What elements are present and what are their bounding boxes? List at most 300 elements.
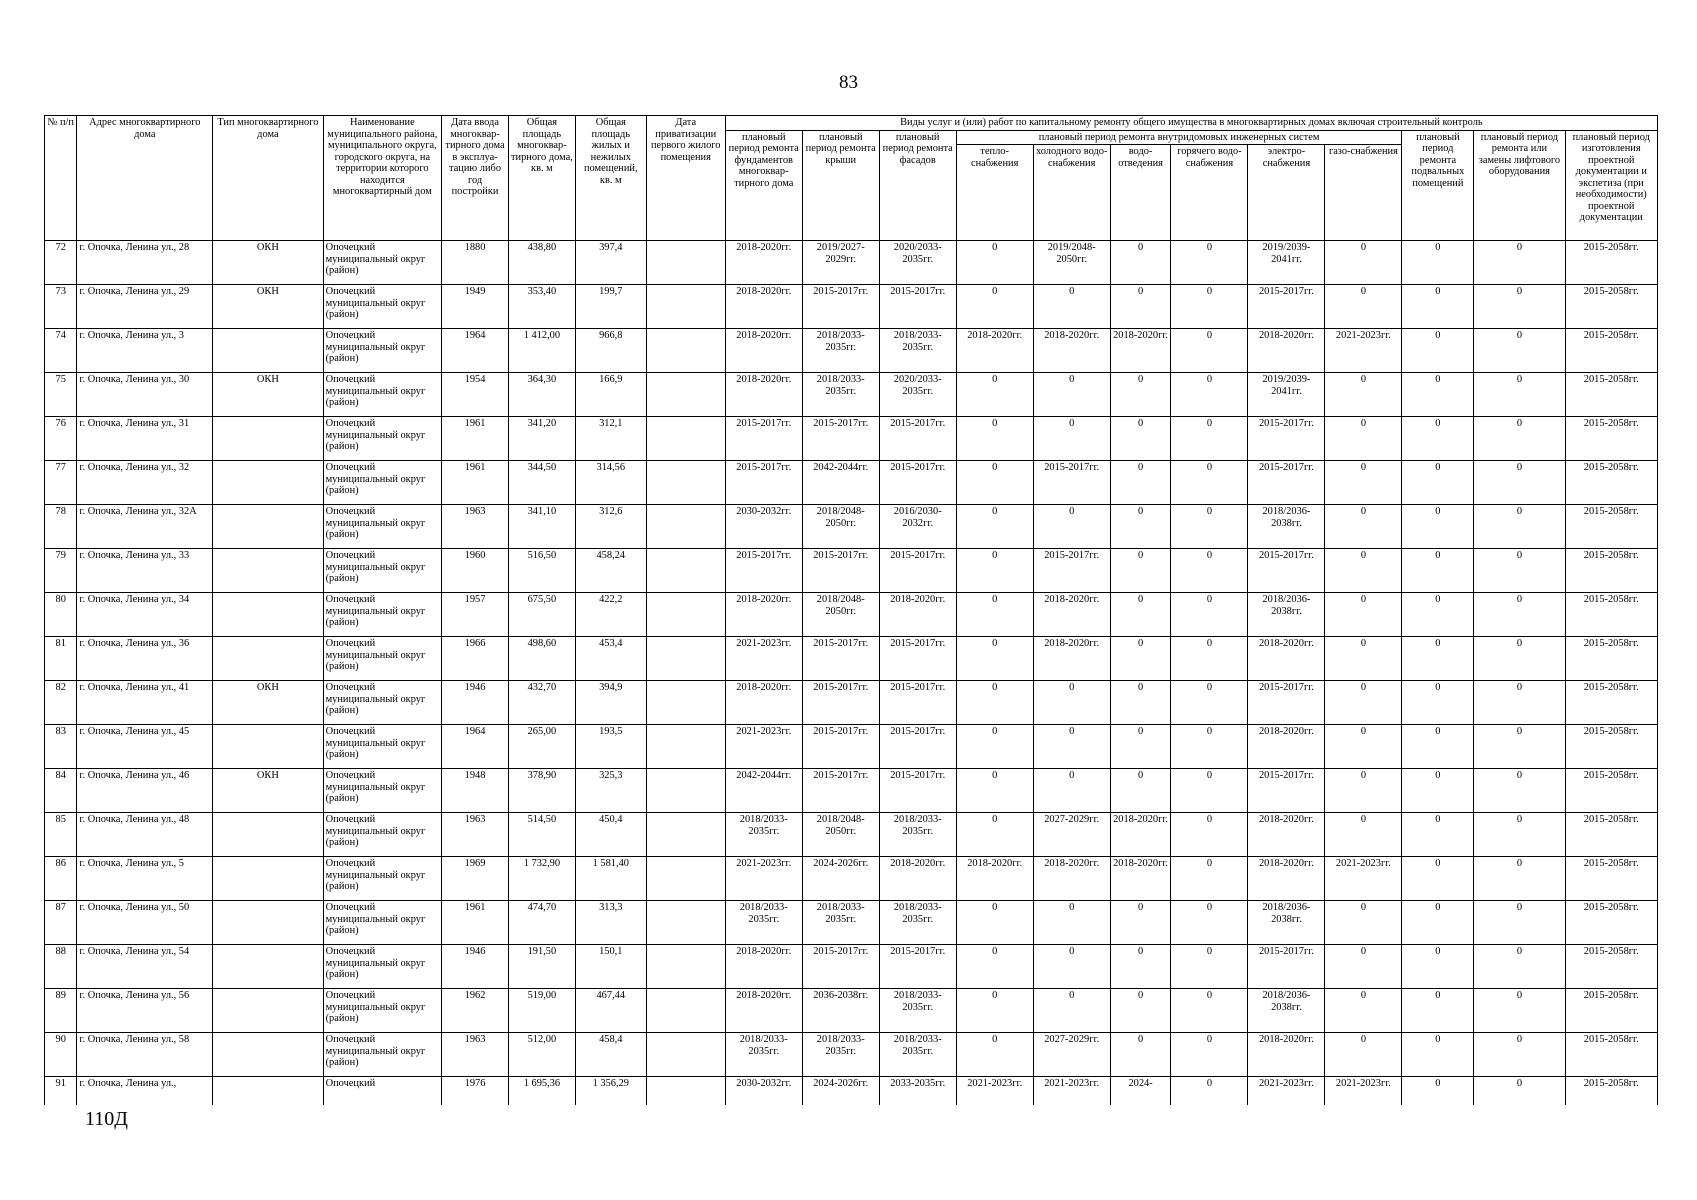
type-cell (213, 857, 323, 901)
year-cell: 1880 (442, 241, 509, 285)
elevator-period-cell: 0 (1474, 813, 1565, 857)
roof-period-cell: 2036-2038гг. (802, 989, 879, 1033)
basement-period-cell: 0 (1402, 1077, 1474, 1106)
foundation-period-cell: 2018/2033-2035гг. (725, 813, 802, 857)
year-cell: 1948 (442, 769, 509, 813)
privatization-date-cell (646, 989, 725, 1033)
cold-water-period-cell: 0 (1033, 769, 1110, 813)
municipality-cell: Опочецкий муниципальный округ (район) (323, 945, 442, 989)
design-docs-period-cell: 2015-2058гг. (1565, 945, 1658, 989)
heat-period-cell: 2018-2020гг. (956, 329, 1033, 373)
address-cell: г. Опочка, Ленина ул., 30 (77, 373, 213, 417)
table-row (45, 285, 1658, 329)
roof-period-cell: 2018/2048-2050гг. (802, 813, 879, 857)
privatization-date-cell (646, 329, 725, 373)
house-area-cell: 341,20 (508, 417, 575, 461)
municipality-cell: Опочецкий муниципальный округ (район) (323, 241, 442, 285)
gas-period-cell: 0 (1325, 549, 1402, 593)
basement-period-cell: 0 (1402, 813, 1474, 857)
heat-period-cell: 0 (956, 241, 1033, 285)
row-number: 91 (45, 1077, 77, 1106)
sewer-period-cell: 0 (1110, 769, 1171, 813)
type-cell (213, 417, 323, 461)
gas-period-cell: 0 (1325, 241, 1402, 285)
facade-period-cell: 2018/2033-2035гг. (879, 329, 956, 373)
table-row (45, 725, 1658, 769)
elevator-period-cell: 0 (1474, 241, 1565, 285)
year-cell: 1961 (442, 417, 509, 461)
table-row (45, 681, 1658, 725)
municipality-cell: Опочецкий муниципальный округ (район) (323, 725, 442, 769)
facade-period-cell: 2015-2017гг. (879, 417, 956, 461)
privatization-date-cell (646, 901, 725, 945)
house-area-cell: 514,50 (508, 813, 575, 857)
design-docs-period-cell: 2015-2058гг. (1565, 901, 1658, 945)
type-cell (213, 901, 323, 945)
house-area-cell: 675,50 (508, 593, 575, 637)
elevator-period-cell: 0 (1474, 945, 1565, 989)
sewer-period-cell: 0 (1110, 901, 1171, 945)
foundation-period-cell: 2018-2020гг. (725, 593, 802, 637)
privatization-date-cell (646, 857, 725, 901)
foundation-period-cell: 2018-2020гг. (725, 945, 802, 989)
municipality-cell: Опочецкий муниципальный округ (район) (323, 989, 442, 1033)
electric-period-cell: 2018-2020гг. (1248, 857, 1325, 901)
design-docs-period-cell: 2015-2058гг. (1565, 417, 1658, 461)
cold-water-period-cell: 2027-2029гг. (1033, 813, 1110, 857)
foundation-period-cell: 2030-2032гг. (725, 505, 802, 549)
gas-period-cell: 0 (1325, 681, 1402, 725)
foundation-period-cell: 2018-2020гг. (725, 681, 802, 725)
design-docs-period-cell: 2015-2058гг. (1565, 461, 1658, 505)
sewer-period-cell: 0 (1110, 549, 1171, 593)
address-cell: г. Опочка, Ленина ул., 34 (77, 593, 213, 637)
facade-period-cell: 2018/2033-2035гг. (879, 1033, 956, 1077)
municipality-cell: Опочецкий муниципальный округ (район) (323, 813, 442, 857)
privatization-date-cell (646, 725, 725, 769)
address-cell: г. Опочка, Ленина ул., 56 (77, 989, 213, 1033)
address-cell: г. Опочка, Ленина ул., 3 (77, 329, 213, 373)
design-docs-period-cell: 2015-2058гг. (1565, 373, 1658, 417)
header-type: Тип многоквартирного дома (213, 116, 323, 241)
address-cell: г. Опочка, Ленина ул., 41 (77, 681, 213, 725)
design-docs-period-cell: 2015-2058гг. (1565, 681, 1658, 725)
table-row (45, 813, 1658, 857)
gas-period-cell: 0 (1325, 285, 1402, 329)
gas-period-cell: 0 (1325, 505, 1402, 549)
roof-period-cell: 2015-2017гг. (802, 417, 879, 461)
header-date-commission: Дата ввода многоквар-тирного дома в эксплуа-тацию либо год постройки (442, 116, 509, 241)
basement-period-cell: 0 (1402, 373, 1474, 417)
heat-period-cell: 0 (956, 505, 1033, 549)
elevator-period-cell: 0 (1474, 505, 1565, 549)
electric-period-cell: 2018-2020гг. (1248, 329, 1325, 373)
house-area-cell: 1 412,00 (508, 329, 575, 373)
premises-area-cell: 422,2 (575, 593, 646, 637)
repair-schedule-table-wrapper (44, 115, 1658, 1105)
facade-period-cell: 2018-2020гг. (879, 857, 956, 901)
gas-period-cell: 0 (1325, 461, 1402, 505)
header-address: Адрес многоквартирного дома (77, 116, 213, 241)
facade-period-cell: 2015-2017гг. (879, 725, 956, 769)
type-cell (213, 1077, 323, 1106)
roof-period-cell: 2024-2026гг. (802, 857, 879, 901)
facade-period-cell: 2016/2030-2032гг. (879, 505, 956, 549)
roof-period-cell: 2018/2033-2035гг. (802, 329, 879, 373)
hot-water-period-cell: 0 (1171, 989, 1248, 1033)
year-cell: 1963 (442, 505, 509, 549)
privatization-date-cell (646, 1033, 725, 1077)
cold-water-period-cell: 0 (1033, 901, 1110, 945)
premises-area-cell: 397,4 (575, 241, 646, 285)
basement-period-cell: 0 (1402, 461, 1474, 505)
cold-water-period-cell: 0 (1033, 989, 1110, 1033)
privatization-date-cell (646, 769, 725, 813)
basement-period-cell: 0 (1402, 593, 1474, 637)
electric-period-cell: 2018-2020гг. (1248, 637, 1325, 681)
elevator-period-cell: 0 (1474, 373, 1565, 417)
header-municipality: Наименование муниципального района, муниципального округа, городского округа, на территории которого находится многоквартирный дом (323, 116, 442, 241)
electric-period-cell: 2018-2020гг. (1248, 725, 1325, 769)
heat-period-cell: 0 (956, 813, 1033, 857)
header-cold-water: холодного водо-снабжения (1033, 145, 1110, 241)
year-cell: 1960 (442, 549, 509, 593)
row-number: 73 (45, 285, 77, 329)
type-cell (213, 461, 323, 505)
electric-period-cell: 2015-2017гг. (1248, 461, 1325, 505)
hot-water-period-cell: 0 (1171, 813, 1248, 857)
type-cell (213, 1033, 323, 1077)
year-cell: 1961 (442, 461, 509, 505)
address-cell: г. Опочка, Ленина ул., 54 (77, 945, 213, 989)
sewer-period-cell: 0 (1110, 505, 1171, 549)
row-number: 87 (45, 901, 77, 945)
table-row (45, 901, 1658, 945)
hot-water-period-cell: 0 (1171, 901, 1248, 945)
year-cell: 1964 (442, 725, 509, 769)
facade-period-cell: 2015-2017гг. (879, 945, 956, 989)
row-number: 90 (45, 1033, 77, 1077)
cold-water-period-cell: 2015-2017гг. (1033, 549, 1110, 593)
electric-period-cell: 2015-2017гг. (1248, 285, 1325, 329)
elevator-period-cell: 0 (1474, 1033, 1565, 1077)
row-number: 79 (45, 549, 77, 593)
address-cell: г. Опочка, Ленина ул., 45 (77, 725, 213, 769)
hot-water-period-cell: 0 (1171, 681, 1248, 725)
header-roof: плановый период ремонта крыши (802, 130, 879, 241)
premises-area-cell: 199,7 (575, 285, 646, 329)
facade-period-cell: 2015-2017гг. (879, 461, 956, 505)
address-cell: г. Опочка, Ленина ул., 29 (77, 285, 213, 329)
basement-period-cell: 0 (1402, 725, 1474, 769)
table-row (45, 373, 1658, 417)
page-number: 83 (839, 72, 858, 93)
type-cell: ОКН (213, 373, 323, 417)
design-docs-period-cell: 2015-2058гг. (1565, 329, 1658, 373)
heat-period-cell: 0 (956, 989, 1033, 1033)
foundation-period-cell: 2018-2020гг. (725, 285, 802, 329)
foundation-period-cell: 2018-2020гг. (725, 329, 802, 373)
basement-period-cell: 0 (1402, 637, 1474, 681)
roof-period-cell: 2015-2017гг. (802, 945, 879, 989)
municipality-cell: Опочецкий муниципальный округ (район) (323, 461, 442, 505)
foundation-period-cell: 2015-2017гг. (725, 461, 802, 505)
header-facade: плановый период ремонта фасадов (879, 130, 956, 241)
row-number: 85 (45, 813, 77, 857)
row-number: 75 (45, 373, 77, 417)
heat-period-cell: 0 (956, 681, 1033, 725)
facade-period-cell: 2015-2017гг. (879, 637, 956, 681)
table-row (45, 593, 1658, 637)
table-row (45, 461, 1658, 505)
privatization-date-cell (646, 637, 725, 681)
facade-period-cell: 2015-2017гг. (879, 769, 956, 813)
basement-period-cell: 0 (1402, 901, 1474, 945)
design-docs-period-cell: 2015-2058гг. (1565, 637, 1658, 681)
header-hot-water: горячего водо-снабжения (1171, 145, 1248, 241)
gas-period-cell: 2021-2023гг. (1325, 1077, 1402, 1106)
municipality-cell: Опочецкий муниципальный округ (район) (323, 857, 442, 901)
gas-period-cell: 0 (1325, 901, 1402, 945)
heat-period-cell: 0 (956, 1033, 1033, 1077)
sewer-period-cell: 2024- (1110, 1077, 1171, 1106)
row-number: 78 (45, 505, 77, 549)
cold-water-period-cell: 0 (1033, 285, 1110, 329)
foundation-period-cell: 2018-2020гг. (725, 241, 802, 285)
row-number: 88 (45, 945, 77, 989)
sewer-period-cell: 0 (1110, 417, 1171, 461)
footer-code: 110Д (85, 1108, 128, 1130)
cold-water-period-cell: 2027-2029гг. (1033, 1033, 1110, 1077)
privatization-date-cell (646, 549, 725, 593)
premises-area-cell: 166,9 (575, 373, 646, 417)
gas-period-cell: 0 (1325, 373, 1402, 417)
foundation-period-cell: 2018-2020гг. (725, 373, 802, 417)
type-cell (213, 725, 323, 769)
hot-water-period-cell: 0 (1171, 593, 1248, 637)
year-cell: 1963 (442, 813, 509, 857)
year-cell: 1946 (442, 681, 509, 725)
header-total-area-house: Общая площадь многоквар-тирного дома, кв. м (508, 116, 575, 241)
privatization-date-cell (646, 373, 725, 417)
design-docs-period-cell: 2015-2058гг. (1565, 241, 1658, 285)
municipality-cell: Опочецкий муниципальный округ (район) (323, 417, 442, 461)
table-row (45, 1077, 1658, 1106)
sewer-period-cell: 0 (1110, 945, 1171, 989)
basement-period-cell: 0 (1402, 681, 1474, 725)
row-number: 76 (45, 417, 77, 461)
elevator-period-cell: 0 (1474, 901, 1565, 945)
electric-period-cell: 2019/2039-2041гг. (1248, 241, 1325, 285)
house-area-cell: 191,50 (508, 945, 575, 989)
basement-period-cell: 0 (1402, 241, 1474, 285)
cold-water-period-cell: 0 (1033, 945, 1110, 989)
electric-period-cell: 2018-2020гг. (1248, 1033, 1325, 1077)
cold-water-period-cell: 2018-2020гг. (1033, 857, 1110, 901)
heat-period-cell: 0 (956, 549, 1033, 593)
address-cell: г. Опочка, Ленина ул., 32А (77, 505, 213, 549)
roof-period-cell: 2018/2048-2050гг. (802, 593, 879, 637)
address-cell: г. Опочка, Ленина ул., 32 (77, 461, 213, 505)
gas-period-cell: 0 (1325, 417, 1402, 461)
hot-water-period-cell: 0 (1171, 945, 1248, 989)
elevator-period-cell: 0 (1474, 593, 1565, 637)
hot-water-period-cell: 0 (1171, 857, 1248, 901)
sewer-period-cell: 2018-2020гг. (1110, 857, 1171, 901)
hot-water-period-cell: 0 (1171, 505, 1248, 549)
year-cell: 1969 (442, 857, 509, 901)
electric-period-cell: 2018/2036-2038гг. (1248, 901, 1325, 945)
heat-period-cell: 0 (956, 417, 1033, 461)
header-sewer: водо-отведения (1110, 145, 1171, 241)
cold-water-period-cell: 2021-2023гг. (1033, 1077, 1110, 1106)
heat-period-cell: 0 (956, 285, 1033, 329)
address-cell: г. Опочка, Ленина ул., 36 (77, 637, 213, 681)
design-docs-period-cell: 2015-2058гг. (1565, 725, 1658, 769)
municipality-cell: Опочецкий муниципальный округ (район) (323, 285, 442, 329)
facade-period-cell: 2020/2033-2035гг. (879, 241, 956, 285)
type-cell (213, 505, 323, 549)
foundation-period-cell: 2021-2023гг. (725, 725, 802, 769)
premises-area-cell: 325,3 (575, 769, 646, 813)
premises-area-cell: 966,8 (575, 329, 646, 373)
basement-period-cell: 0 (1402, 1033, 1474, 1077)
sewer-period-cell: 0 (1110, 637, 1171, 681)
premises-area-cell: 1 356,29 (575, 1077, 646, 1106)
premises-area-cell: 1 581,40 (575, 857, 646, 901)
foundation-period-cell: 2021-2023гг. (725, 857, 802, 901)
privatization-date-cell (646, 593, 725, 637)
roof-period-cell: 2015-2017гг. (802, 769, 879, 813)
municipality-cell: Опочецкий (323, 1077, 442, 1106)
electric-period-cell: 2015-2017гг. (1248, 945, 1325, 989)
house-area-cell: 1 695,36 (508, 1077, 575, 1106)
table-row (45, 769, 1658, 813)
type-cell (213, 813, 323, 857)
design-docs-period-cell: 2015-2058гг. (1565, 593, 1658, 637)
year-cell: 1961 (442, 901, 509, 945)
hot-water-period-cell: 0 (1171, 1033, 1248, 1077)
design-docs-period-cell: 2015-2058гг. (1565, 285, 1658, 329)
hot-water-period-cell: 0 (1171, 329, 1248, 373)
municipality-cell: Опочецкий муниципальный округ (район) (323, 329, 442, 373)
house-area-cell: 516,50 (508, 549, 575, 593)
header-design-docs: плановый период изготовления проектной документации и экспетиза (при необходимости) проектной документации (1565, 130, 1658, 241)
gas-period-cell: 2021-2023гг. (1325, 857, 1402, 901)
privatization-date-cell (646, 417, 725, 461)
year-cell: 1957 (442, 593, 509, 637)
hot-water-period-cell: 0 (1171, 241, 1248, 285)
heat-period-cell: 0 (956, 373, 1033, 417)
table-row (45, 505, 1658, 549)
municipality-cell: Опочецкий муниципальный округ (район) (323, 637, 442, 681)
premises-area-cell: 458,4 (575, 1033, 646, 1077)
heat-period-cell: 0 (956, 725, 1033, 769)
house-area-cell: 353,40 (508, 285, 575, 329)
heat-period-cell: 0 (956, 461, 1033, 505)
elevator-period-cell: 0 (1474, 637, 1565, 681)
elevator-period-cell: 0 (1474, 285, 1565, 329)
roof-period-cell: 2015-2017гг. (802, 637, 879, 681)
design-docs-period-cell: 2015-2058гг. (1565, 813, 1658, 857)
electric-period-cell: 2021-2023гг. (1248, 1077, 1325, 1106)
privatization-date-cell (646, 461, 725, 505)
facade-period-cell: 2015-2017гг. (879, 285, 956, 329)
roof-period-cell: 2018/2033-2035гг. (802, 1033, 879, 1077)
heat-period-cell: 0 (956, 945, 1033, 989)
repair-schedule-table (44, 115, 1658, 1105)
electric-period-cell: 2018/2036-2038гг. (1248, 593, 1325, 637)
roof-period-cell: 2018/2033-2035гг. (802, 373, 879, 417)
basement-period-cell: 0 (1402, 857, 1474, 901)
cold-water-period-cell: 0 (1033, 725, 1110, 769)
cold-water-period-cell: 2018-2020гг. (1033, 593, 1110, 637)
premises-area-cell: 394,9 (575, 681, 646, 725)
type-cell: ОКН (213, 241, 323, 285)
elevator-period-cell: 0 (1474, 417, 1565, 461)
design-docs-period-cell: 2015-2058гг. (1565, 1077, 1658, 1106)
type-cell (213, 593, 323, 637)
municipality-cell: Опочецкий муниципальный округ (район) (323, 549, 442, 593)
sewer-period-cell: 0 (1110, 989, 1171, 1033)
row-number: 80 (45, 593, 77, 637)
heat-period-cell: 0 (956, 637, 1033, 681)
header-basement: плановый период ремонта подвальных помещений (1402, 130, 1474, 241)
hot-water-period-cell: 0 (1171, 417, 1248, 461)
design-docs-period-cell: 2015-2058гг. (1565, 1033, 1658, 1077)
type-cell (213, 637, 323, 681)
design-docs-period-cell: 2015-2058гг. (1565, 549, 1658, 593)
privatization-date-cell (646, 241, 725, 285)
table-header (45, 116, 1658, 241)
sewer-period-cell: 2018-2020гг. (1110, 813, 1171, 857)
header-elevator: плановый период ремонта или замены лифтового оборудования (1474, 130, 1565, 241)
gas-period-cell: 2021-2023гг. (1325, 329, 1402, 373)
basement-period-cell: 0 (1402, 549, 1474, 593)
privatization-date-cell (646, 285, 725, 329)
year-cell: 1963 (442, 1033, 509, 1077)
cold-water-period-cell: 0 (1033, 417, 1110, 461)
premises-area-cell: 467,44 (575, 989, 646, 1033)
type-cell (213, 945, 323, 989)
row-number: 86 (45, 857, 77, 901)
privatization-date-cell (646, 1077, 725, 1106)
roof-period-cell: 2019/2027-2029гг. (802, 241, 879, 285)
privatization-date-cell (646, 505, 725, 549)
municipality-cell: Опочецкий муниципальный округ (район) (323, 681, 442, 725)
table-row (45, 417, 1658, 461)
cold-water-period-cell: 0 (1033, 681, 1110, 725)
gas-period-cell: 0 (1325, 593, 1402, 637)
type-cell: ОКН (213, 681, 323, 725)
foundation-period-cell: 2018/2033-2035гг. (725, 901, 802, 945)
year-cell: 1966 (442, 637, 509, 681)
sewer-period-cell: 0 (1110, 461, 1171, 505)
roof-period-cell: 2024-2026гг. (802, 1077, 879, 1106)
row-number: 72 (45, 241, 77, 285)
type-cell: ОКН (213, 285, 323, 329)
cold-water-period-cell: 0 (1033, 373, 1110, 417)
roof-period-cell: 2015-2017гг. (802, 285, 879, 329)
municipality-cell: Опочецкий муниципальный округ (район) (323, 593, 442, 637)
basement-period-cell: 0 (1402, 945, 1474, 989)
foundation-period-cell: 2015-2017гг. (725, 549, 802, 593)
elevator-period-cell: 0 (1474, 329, 1565, 373)
header-num: № п/п (45, 116, 77, 241)
elevator-period-cell: 0 (1474, 681, 1565, 725)
roof-period-cell: 2042-2044гг. (802, 461, 879, 505)
type-cell (213, 989, 323, 1033)
